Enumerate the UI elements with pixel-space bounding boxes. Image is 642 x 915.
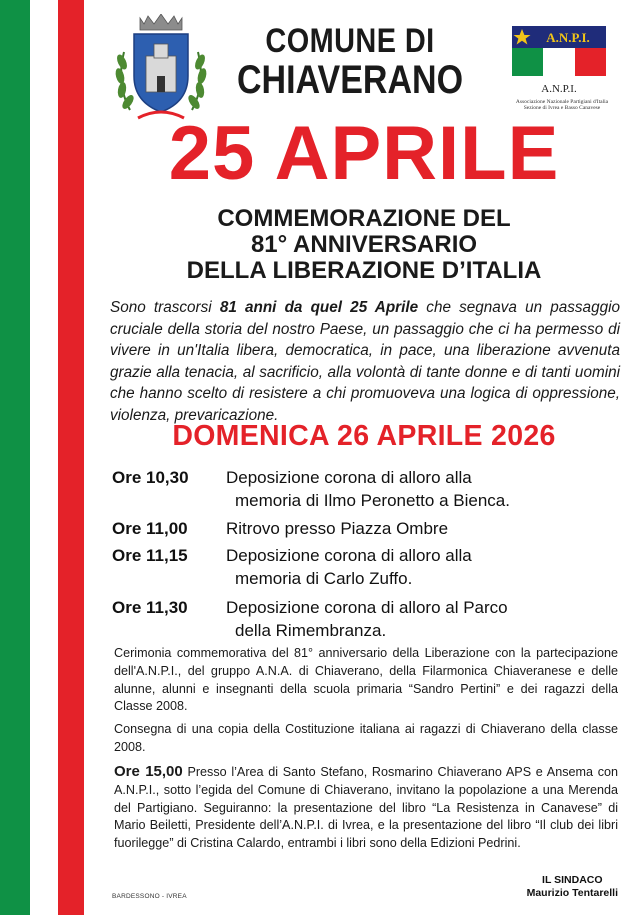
schedule-description — [226, 517, 626, 540]
anpi-subtitle-line2: Sezione di Ivrea e Basso Canavese — [523, 105, 601, 112]
subtitle-line: 81° ANNIVERSARIO — [250, 231, 478, 258]
printer-credit: BARDESSONO - IVREA — [112, 893, 187, 900]
ceremony-paragraph: Cerimonia commemorativa del 81° anniversario della Liberazione con la partecipazione dell'A.N.P.I., del gruppo A.N.A. di Chiaverano, della Filarmonica Chiaveranese e delle alunne, alunni e insegnanti della scuola primaria “Sandro Pertini” e dei ragazzi della Classe 2008. — [114, 646, 618, 714]
intro-text-rest: che segnava un passaggio cruciale della storia del nostro Paese, un passaggio che ci ha permesso di vivere in un'Italia libera, democratica, in pace, una liberazione avvenuta grazie alla tenacia, al sacrificio, alla volontà di tante donne e di tanti uomini che hanno scelto di resistere a chi promuoveva una logica di oppressione, violenza, prevaricazione. — [110, 299, 620, 424]
town-name-line2: CHIAVERANO — [236, 58, 464, 102]
schedule-time: Ore 10,30 — [112, 468, 189, 487]
afternoon-paragraph — [114, 763, 618, 853]
subtitle — [100, 206, 628, 284]
schedule-description — [226, 466, 626, 512]
signature-name: Maurizio Tentarelli — [526, 887, 618, 899]
afternoon-time: Ore 15,00 — [114, 763, 183, 780]
intro-highlight: 81 anni da quel 25 Aprile — [219, 299, 419, 316]
anpi-subtitle-line1: Associazione Nazionale Partigiani d'Italia — [515, 99, 609, 105]
schedule-line: Ritrovo presso Piazza Ombre — [226, 519, 449, 538]
town-name — [200, 24, 500, 100]
schedule-line: Deposizione corona di alloro al Parco — [226, 598, 508, 617]
main-title: 25 APRILE — [168, 111, 560, 196]
anpi-logo — [512, 26, 612, 112]
flag-stripe-red — [58, 0, 84, 915]
anpi-name: A.N.P.I. — [541, 83, 577, 95]
schedule-time: Ore 11,15 — [112, 546, 188, 565]
event-date: DOMENICA 26 APRILE 2026 — [172, 420, 556, 452]
schedule-time: Ore 11,30 — [112, 598, 188, 617]
schedule-line: memoria di Ilmo Peronetto a Bienca. — [235, 491, 510, 510]
schedule-time: Ore 11,00 — [112, 519, 188, 538]
schedule-description — [226, 544, 626, 590]
schedule-line: Deposizione corona di alloro alla — [226, 546, 472, 565]
intro-paragraph — [110, 297, 620, 427]
schedule-line: memoria di Carlo Zuffo. — [235, 569, 413, 588]
anpi-subtitle — [512, 99, 612, 112]
schedule-line: della Rimembranza. — [235, 621, 387, 640]
signature — [527, 874, 618, 900]
town-name-line1: COMUNE DI — [265, 22, 435, 60]
subtitle-line: COMMEMORAZIONE DEL — [217, 205, 511, 232]
constitution-paragraph: Consegna di una copia della Costituzione italiana ai ragazzi di Chiaverano della classe 2008. — [114, 722, 618, 754]
schedule-line: Deposizione corona di alloro alla — [226, 468, 472, 487]
subtitle-line: DELLA LIBERAZIONE D’ITALIA — [186, 257, 542, 284]
anpi-flag-text: A.N.P.I. — [546, 30, 590, 45]
flag-stripe-green — [0, 0, 30, 915]
afternoon-text: Presso l’Area di Santo Stefano, Rosmarino Chiaverano APS e Ansema con A.N.P.I., sotto l’egida del Comune di Chiaverano, invitano la popolazione a una Merenda del Partigiano. Seguiranno: la presentazione del libro “La Resistenza in Canavese” di Mario Beiletti, Presidente dell’A.N.P.I. di Ivrea, e la presentazione del libro “Il club dei libri fuorilegge” di Cristina Calardo, entrambi i libri sono della Edizioni Pedrini. — [114, 765, 618, 851]
town-crest-icon — [110, 14, 212, 124]
intro-text-start: Sono trascorsi — [110, 299, 220, 316]
schedule-description — [226, 596, 626, 642]
anpi-flag-icon — [512, 26, 606, 76]
poster — [100, 0, 628, 915]
signature-role: IL SINDACO — [542, 874, 603, 886]
